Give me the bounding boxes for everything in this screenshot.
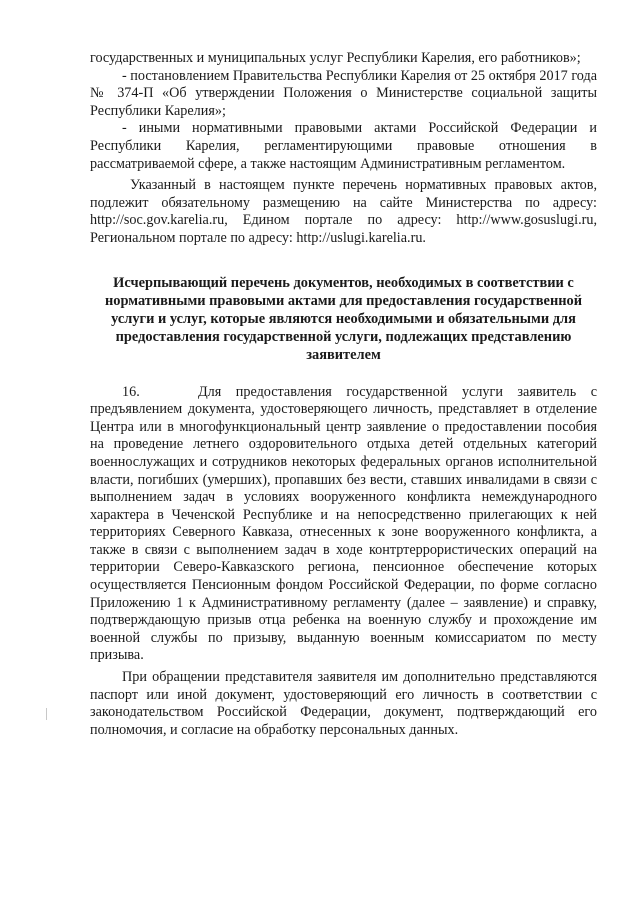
paragraph-publication: Указанный в настоящем пункте перечень нормативных правовых актов, подлежит обязательному размещению на сайте Министерства по адресу: http://soc.gov.karelia.ru, Едином портале по адресу: http://www.gosuslugi.ru, Региональном портале по адресу: http://uslugi.karelia.ru. <box>90 177 597 246</box>
margin-mark <box>46 708 47 720</box>
paragraph-16-text: Для предоставления государственной услуги заявитель с предъявлением документа, удостоверяющего личность, представляет в отделение Центра или в многофункциональный центр заявление о предоставлении пособия на проведение летнего оздоровительного отдыха детей отдельных категорий военнослужащих и сотрудников некоторых федеральных органов исполнительной власти, погибших (умерших), пропавших без вести, ставших инвалидами в связи с выполнением задач в условиях вооруженного конфликта немеждународного характера в Чеченской Республике и на непосредственно прилегающих к ней территориях Северного Кавказа, отнесенных к зоне вооруженного конфликта, а также в связи с выполнением задач в ходе контртеррористических операций на территории Северо-Кавказского региона, пенсионное обеспечение которых осуществляется Пенсионным фондом Российской Федерации, по форме согласно Приложению 1 к Административному регламенту (далее – заявление) и справку, подтверждающую призыв отца ребенка на военную службу и прохождение им военной службы по призыву, выданную военным комиссариатом по месту призыва. <box>90 383 597 664</box>
section-heading: Исчерпывающий перечень документов, необходимых в соответствии с нормативными правовыми актами для предоставления государственной услуги и услуг, которые являются необходимыми и обязательными для предоставления государственной услуги, подлежащих представлению заявителем <box>104 274 583 363</box>
paragraph-16 <box>90 384 597 666</box>
paragraph-continuation: государственных и муниципальных услуг Республики Карелия, его работников»; <box>90 50 581 66</box>
paragraph-number: 16. <box>122 383 140 400</box>
paragraph-representative: При обращении представителя заявителя им дополнительно представляются паспорт или иной документ, удостоверяющий его личность в соответствии с законодательством Российской Федерации, документ, подтверждающий его полномочия, и согласие на обработку персональных данных. <box>90 669 597 738</box>
list-item-other-acts: - иными нормативными правовыми актами Российской Федерации и Республики Карелия, регламентирующими правовые отношения в рассматриваемой сфере, а также настоящим Административным регламентом. <box>90 120 597 172</box>
document-body <box>90 50 597 739</box>
list-item-government-resolution: - постановлением Правительства Республики Карелия от 25 октября 2017 года № 374-П «Об утверждении Положения о Министерстве социальной защиты Республики Карелия»; <box>90 67 597 119</box>
